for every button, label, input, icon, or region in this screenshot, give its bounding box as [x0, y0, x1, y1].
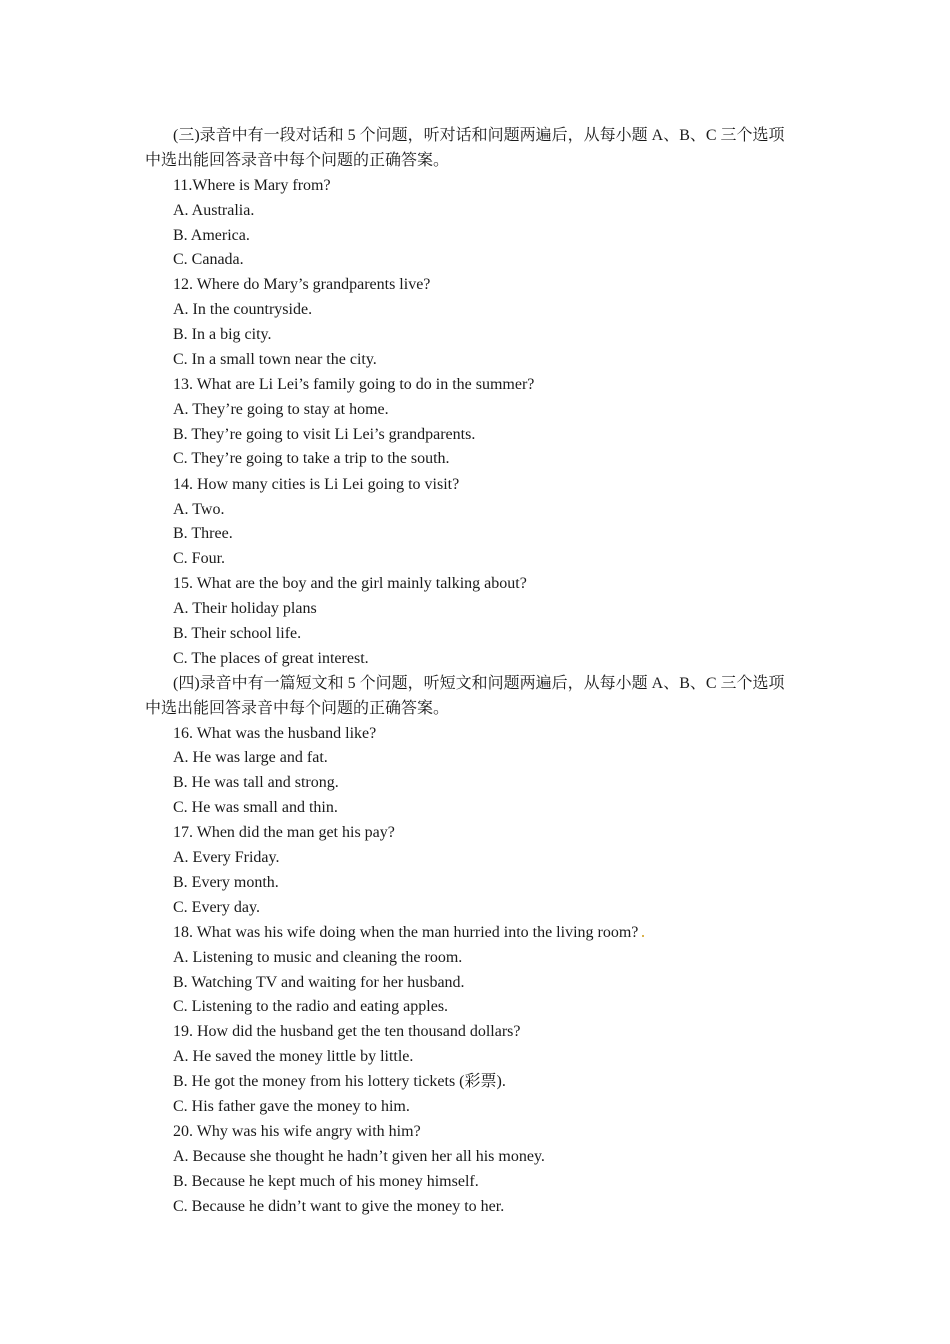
- option-17-b: B. Every month.: [173, 873, 279, 891]
- option-12-b: B. In a big city.: [173, 326, 272, 344]
- question-19: 19. How did the husband get the ten thousand dollars?: [173, 1023, 521, 1041]
- section-4-instruction-line-2: 中选出能回答录音中每个问题的正确答案。: [145, 699, 450, 717]
- option-11-c: C. Canada.: [173, 251, 244, 269]
- option-14-a: A. Two.: [173, 500, 225, 518]
- question-11: 11.Where is Mary from?: [173, 176, 331, 194]
- option-11-a: A. Australia.: [173, 201, 255, 219]
- option-11-b: B. America.: [173, 226, 250, 244]
- option-19-b: B. He got the money from his lottery tickets (彩票).: [173, 1073, 506, 1091]
- question-15: 15. What are the boy and the girl mainly talking about?: [173, 575, 527, 593]
- option-20-a: A. Because she thought he hadn’t given her all his money.: [173, 1147, 545, 1165]
- option-17-c: C. Every day.: [173, 898, 260, 916]
- option-20-c: C. Because he didn’t want to give the money to her.: [173, 1197, 505, 1215]
- option-18-a: A. Listening to music and cleaning the room.: [173, 948, 463, 966]
- option-12-a: A. In the countryside.: [173, 301, 313, 319]
- question-12: 12. Where do Mary’s grandparents live?: [173, 276, 431, 294]
- section-3-instruction-line-2: 中选出能回答录音中每个问题的正确答案。: [145, 151, 450, 169]
- option-19-a: A. He saved the money little by little.: [173, 1048, 414, 1066]
- option-13-c: C. They’re going to take a trip to the south.: [173, 449, 450, 467]
- option-17-a: A. Every Friday.: [173, 849, 280, 867]
- option-13-a: A. They’re going to stay at home.: [173, 400, 389, 418]
- question-18: [145, 921, 810, 946]
- option-15-b: B. Their school life.: [173, 625, 302, 643]
- question-14: 14. How many cities is Li Lei going to visit?: [173, 475, 460, 493]
- stray-mark: [642, 935, 644, 937]
- option-16-c: C. He was small and thin.: [173, 799, 338, 817]
- option-14-c: C. Four.: [173, 550, 226, 568]
- question-18-text: 18. What was his wife doing when the man hurried into the living room?: [173, 923, 639, 941]
- option-19-c: C. His father gave the money to him.: [173, 1097, 410, 1115]
- option-18-c: C. Listening to the radio and eating apples.: [173, 998, 449, 1016]
- question-16: 16. What was the husband like?: [173, 724, 377, 742]
- question-20: 20. Why was his wife angry with him?: [173, 1122, 421, 1140]
- option-20-b: B. Because he kept much of his money himself.: [173, 1172, 479, 1190]
- section-4-instruction-line-1: (四)录音中有一篇短文和 5 个问题，听短文和问题两遍后，从每小题 A、B、C 三个选项: [173, 674, 785, 692]
- option-18-b: B. Watching TV and waiting for her husband.: [173, 973, 465, 991]
- option-14-b: B. Three.: [173, 525, 233, 543]
- option-15-a: A. Their holiday plans: [173, 600, 317, 618]
- option-13-b: B. They’re going to visit Li Lei’s grandparents.: [173, 425, 476, 443]
- option-12-c: C. In a small town near the city.: [173, 351, 377, 369]
- option-15-c: C. The places of great interest.: [173, 649, 369, 667]
- option-16-b: B. He was tall and strong.: [173, 774, 339, 792]
- option-16-a: A. He was large and fat.: [173, 749, 328, 767]
- exam-page: [145, 124, 810, 1219]
- question-13: 13. What are Li Lei’s family going to do in the summer?: [173, 375, 535, 393]
- section-3-instruction-line-1: (三)录音中有一段对话和 5 个问题，听对话和问题两遍后，从每小题 A、B、C 三个选项: [173, 127, 785, 144]
- question-17: 17. When did the man get his pay?: [173, 824, 395, 842]
